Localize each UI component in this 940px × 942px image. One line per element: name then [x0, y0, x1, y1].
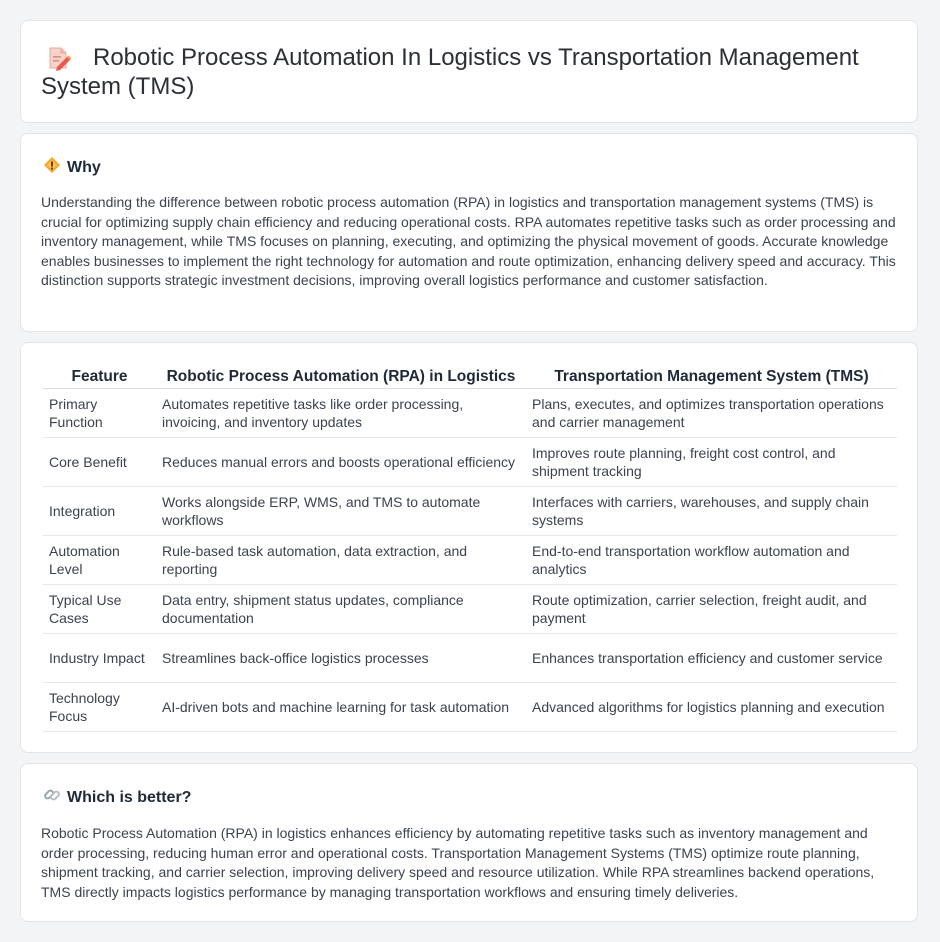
tms-cell: Route optimization, carrier selection, freight audit, and payment: [526, 585, 897, 634]
comparison-card: [20, 342, 918, 753]
rpa-cell: Data entry, shipment status updates, compliance documentation: [156, 585, 526, 634]
comparison-table: [43, 365, 897, 732]
title-card: [20, 20, 918, 123]
tms-cell: Plans, executes, and optimizes transportation operations and carrier management: [526, 389, 897, 438]
table-header-row: [43, 365, 897, 389]
table-row: [43, 487, 897, 536]
header-rpa: Robotic Process Automation (RPA) in Logistics: [156, 365, 526, 389]
tms-cell: End-to-end transportation workflow automation and analytics: [526, 536, 897, 585]
table-row: [43, 536, 897, 585]
feature-cell: Industry Impact: [43, 634, 156, 683]
feature-cell: Core Benefit: [43, 438, 156, 487]
tms-cell: Interfaces with carriers, warehouses, and supply chain systems: [526, 487, 897, 536]
table-row: [43, 634, 897, 683]
link-icon: [43, 786, 61, 809]
feature-cell: Automation Level: [43, 536, 156, 585]
table-row: [43, 438, 897, 487]
why-body: Understanding the difference between robotic process automation (RPA) in logistics and transportation management systems (TMS) is crucial for optimizing supply chain efficiency and reducing operational costs. RPA automates repetitive tasks such as order processing and inventory management, while TMS focuses on planning, executing, and optimizing the physical movement of goods. Accurate knowledge enables businesses to implement the right technology for automation and route optimization, enhancing delivery speed and accuracy. This distinction supports strategic investment decisions, improving overall logistics performance and customer satisfaction.: [41, 194, 896, 289]
better-heading: Which is better?: [67, 788, 192, 806]
which-better-card: [20, 763, 918, 922]
feature-cell: Integration: [43, 487, 156, 536]
feature-cell: Technology Focus: [43, 683, 156, 732]
page-title: Robotic Process Automation In Logistics vs Transportation Management System (TMS): [41, 44, 859, 100]
why-card: [20, 133, 918, 332]
header-feature: Feature: [43, 365, 156, 389]
rpa-cell: AI-driven bots and machine learning for task automation: [156, 683, 526, 732]
rpa-cell: Automates repetitive tasks like order processing, invoicing, and inventory updates: [156, 389, 526, 438]
tms-cell: Advanced algorithms for logistics planning and execution: [526, 683, 897, 732]
rpa-cell: Works alongside ERP, WMS, and TMS to automate workflows: [156, 487, 526, 536]
better-body: Robotic Process Automation (RPA) in logistics enhances efficiency by automating repetitive tasks such as inventory management and order processing, reducing human error and operational costs. Transportation Management Systems (TMS) optimize route planning, shipment tracking, and carrier selection, improving delivery speed and resource utilization. While RPA streamlines backend operations, TMS directly impacts logistics performance by managing transportation workflows and ensuring timely deliveries.: [41, 825, 875, 900]
rpa-cell: Streamlines back-office logistics processes: [156, 634, 526, 683]
tms-cell: Enhances transportation efficiency and customer service: [526, 634, 897, 683]
table-row: [43, 389, 897, 438]
table-row: [43, 585, 897, 634]
feature-cell: Primary Function: [43, 389, 156, 438]
table-row: [43, 683, 897, 732]
warning-diamond-icon: [43, 156, 61, 179]
feature-cell: Typical Use Cases: [43, 585, 156, 634]
tms-cell: Improves route planning, freight cost control, and shipment tracking: [526, 438, 897, 487]
why-heading: Why: [67, 158, 101, 176]
rpa-cell: Reduces manual errors and boosts operational efficiency: [156, 438, 526, 487]
header-tms: Transportation Management System (TMS): [526, 365, 897, 389]
rpa-cell: Rule-based task automation, data extraction, and reporting: [156, 536, 526, 585]
